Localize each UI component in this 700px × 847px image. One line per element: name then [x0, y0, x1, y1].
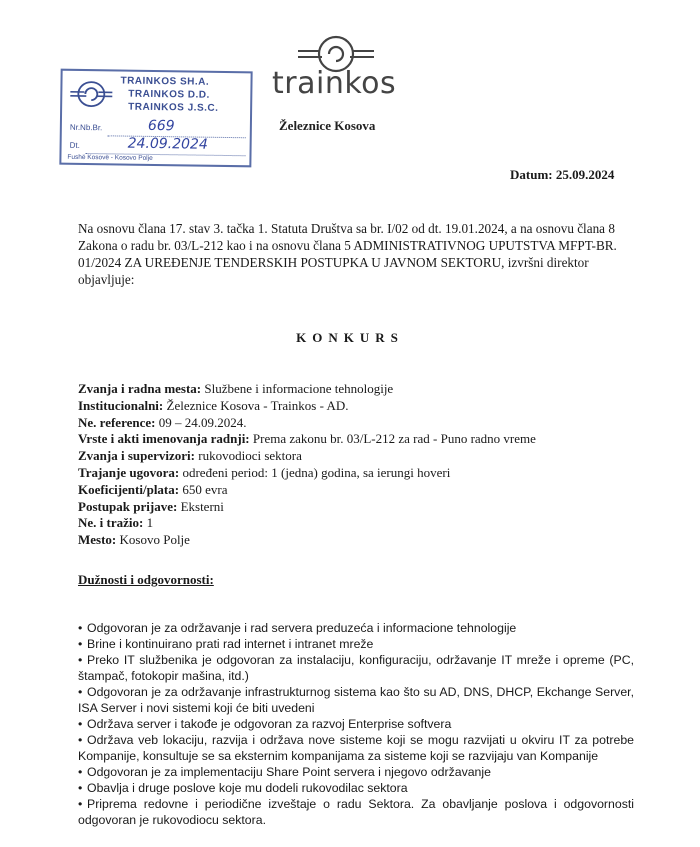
field-row: Vrste i akti imenovanja radnji: Prema zakonu br. 03/L-212 za rad - Puno radno vreme — [78, 431, 536, 447]
field-row: Zvanja i radna mesta: Službene i informacione tehnologije — [78, 381, 394, 396]
logo-wordmark: trainkos — [272, 66, 397, 101]
list-item: • Priprema redovne i periodične izveštaje o radu Sektora. Za obavljanje poslova i odgovornosti odgovoran je rukovodiocu sektora. — [78, 797, 634, 827]
logo-subtitle: Železnice Kosova — [279, 118, 376, 133]
list-item: • Preko IT službenika je odgovoran za instalaciju, konfiguraciju, održavanje IT mreže i opreme (PC, štampač, fotokopir mašina, itd.) — [78, 653, 634, 683]
field-row: Trajanje ugovora: određeni period: 1 (jedna) godina, sa ierungi hoveri — [78, 464, 451, 480]
stamp-number-label: Nr.Nb.Br. — [69, 122, 103, 133]
stamp-number-value: 669 — [147, 117, 175, 135]
intro-paragraph: Na osnovu člana 17. stav 3. tačka 1. Statuta Društva sa br. I/02 od dt. 19.01.2024, a na osnovu člana 8 Zakona o radu br. 03/L-212 kao i na osnovu člana 5 ADMINISTRATIVNOG UPUTSTVA MFPT-BR. 01/2024 ZA UREĐENJE TENDERSKIH POSTUPKA U JAVNOM SEKTORU, izvršni direktor objavljuje: — [78, 221, 617, 287]
position-details — [78, 381, 638, 549]
field-row: Zvanja i supervizori: rukovodioci sektora — [78, 448, 302, 464]
list-item: • Održava veb lokaciju, razvija i održava nove sisteme koji se mogu razvijati u okviru IT za potrebe Kompanije, konsultuje se sa eksternim kompanijama za sisteme koji se razvijaju van Kompanije — [78, 733, 634, 763]
bullet-icon: • — [78, 717, 83, 731]
list-item: • Odgovoran je za održavanje infrastrukturnog sistema kao što su AD, DNS, DHCP, Ekchange Server, ISA Server i novi sistemi koji će biti uvedeni — [78, 685, 634, 715]
stamp-date-value: 24.09.2024 — [127, 135, 208, 153]
bullet-icon: • — [78, 797, 83, 811]
duties-list — [78, 620, 634, 828]
official-stamp — [59, 69, 252, 168]
list-item: • Brine i kontinuirano prati rad internet i intranet mreže — [78, 637, 374, 651]
bullet-icon: • — [78, 621, 83, 635]
bullet-icon: • — [78, 637, 83, 651]
stamp-logo-icon — [68, 79, 114, 110]
stamp-bottom-text: Fushë Kosovë - Kosovo Polje — [67, 153, 153, 162]
field-row: Mesto: Kosovo Polje — [78, 532, 190, 548]
field-row: Ne. reference: 09 – 24.09.2024. — [78, 414, 247, 430]
document-date: Datum: 25.09.2024 — [510, 167, 615, 182]
stamp-date-label: Dt. — [69, 140, 80, 150]
stamp-line-3: TRAINKOS J.S.C. — [128, 101, 219, 114]
bullet-icon: • — [78, 765, 83, 779]
bullet-icon: • — [78, 685, 83, 699]
list-item: • Obavlja i druge poslove koje mu dodeli rukovodilac sektora — [78, 781, 408, 795]
page-title: KONKURS — [296, 330, 404, 345]
field-row: Institucionalni: Železnice Kosova - Trainkos - AD. — [78, 397, 349, 413]
bullet-icon: • — [78, 653, 83, 667]
stamp-line-2: TRAINKOS D.D. — [128, 88, 210, 101]
list-item: • Odgovoran je za implementaciju Share Point servera i njegovo održavanje — [78, 765, 491, 779]
bullet-icon: • — [78, 733, 83, 747]
bullet-icon: • — [78, 781, 83, 795]
section-heading-duties: Dužnosti i odgovornosti: — [78, 572, 214, 587]
list-item: • Održava server i takođe je odgovoran za razvoj Enterprise softvera — [78, 717, 452, 731]
field-row: Postupak prijave: Eksterni — [78, 498, 224, 514]
field-row: Ne. i tražio: 1 — [78, 515, 154, 531]
field-row: Koeficijenti/plata: 650 evra — [78, 481, 228, 497]
list-item: • Odgovoran je za održavanje i rad servera preduzeća i informacione tehnologije — [78, 621, 517, 635]
stamp-line-1: TRAINKOS SH.A. — [120, 75, 210, 88]
